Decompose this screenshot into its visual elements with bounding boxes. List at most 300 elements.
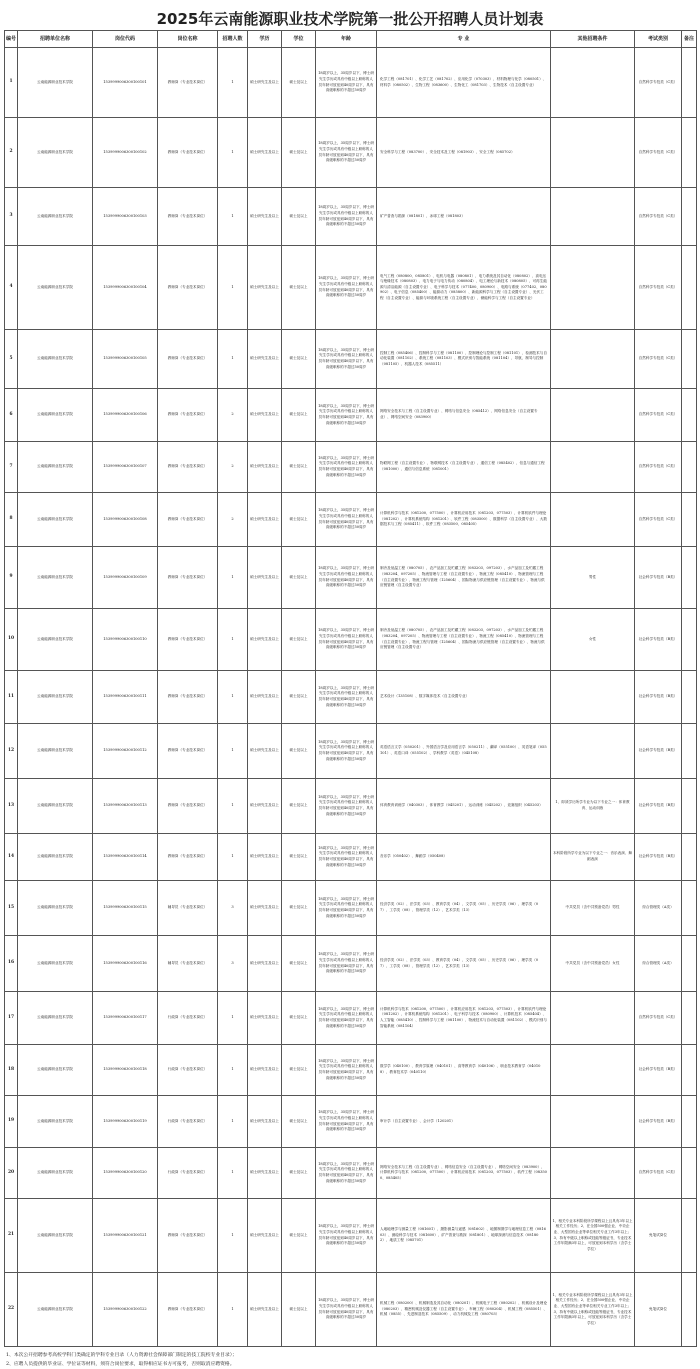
- cell-code: 1539999006300100103: [93, 188, 158, 246]
- cell-degree: 硕士及以上: [282, 442, 316, 493]
- cell-unit: 云南能源职业技术学院: [18, 493, 93, 547]
- cell-other-conditions: 中共党员（含中共预备党员）女性: [551, 936, 635, 992]
- cell-degree: 硕士及以上: [282, 992, 316, 1045]
- cell-remarks: [682, 609, 697, 671]
- cell-code: 1539999006300100117: [93, 992, 158, 1045]
- cell-other-conditions: [551, 330, 635, 389]
- cell-unit: 云南能源职业技术学院: [18, 1273, 93, 1347]
- cell-other-conditions: [551, 493, 635, 547]
- header-unit: 招聘单位名称: [18, 31, 93, 48]
- cell-education: 硕士研究生及以上: [248, 330, 282, 389]
- cell-exam-type: 自然科学专技类（C类）: [635, 493, 682, 547]
- cell-major: 数学学（040100）、教育学原理（040101）、高等教育学（040106）、职业技术教育学（040108）、教育技术学（040110）: [377, 1045, 551, 1096]
- cell-major: 控制工程（085406）、控制科学与工程（081100）、控制理论与控制工程（081101）、检测技术与自动化装置（081102）、系统工程（081103）、模式识别与智能系统（081104）、导航、制导与控制（081105）、机器人技术（085511）: [377, 330, 551, 389]
- cell-code: 1539999006300100120: [93, 1148, 158, 1199]
- recruitment-table-wrapper: [4, 30, 696, 1369]
- cell-code: 1539999006300100104: [93, 246, 158, 330]
- cell-education: 硕士研究生及以上: [248, 779, 282, 834]
- cell-seq: 22: [5, 1273, 18, 1347]
- cell-other-conditions: 本科阶段所学专业为以下专业之一：音乐表演、舞蹈表演: [551, 834, 635, 881]
- cell-unit: 云南能源职业技术学院: [18, 188, 93, 246]
- cell-count: 1: [218, 1148, 248, 1199]
- cell-remarks: [682, 330, 697, 389]
- cell-education: 硕士研究生及以上: [248, 1199, 282, 1273]
- cell-position: 教师岗（专业技术岗位）: [158, 671, 218, 724]
- cell-education: 硕士研究生及以上: [248, 547, 282, 609]
- cell-age: 18周岁以上，35周岁以下，博士研究生学历或具有中级以上职称的人员年龄可放宽到40周岁以下，具有高级职称的不超过50周岁: [316, 48, 377, 118]
- cell-seq: 21: [5, 1199, 18, 1273]
- cell-count: 1: [218, 992, 248, 1045]
- cell-education: 硕士研究生及以上: [248, 389, 282, 442]
- cell-education: 硕士研究生及以上: [248, 724, 282, 779]
- cell-age: 18周岁以上，35周岁以下，博士研究生学历或具有中级以上职称的人员年龄可放宽到40周岁以下，具有高级职称的不超过50周岁: [316, 1273, 377, 1347]
- cell-degree: 硕士及以上: [282, 936, 316, 992]
- cell-unit: 云南能源职业技术学院: [18, 671, 93, 724]
- cell-seq: 2: [5, 118, 18, 188]
- cell-major: 计算机科学与技术（081200、077500）、计算机应用技术（081203、077503）、计算机软件与理论（081202）、计算机系统结构（081201）、电子科学与技术（080900）、计算机技术（085404）、人工智能（085410）、控制科学与工程（081100）、物流技术与自动化装置（081102）、模式识别与智能系统（081104）: [377, 992, 551, 1045]
- cell-other-conditions: [551, 118, 635, 188]
- cell-exam-type: 自然科学专技类（C类）: [635, 442, 682, 493]
- cell-exam-type: 社会科学专技类（B类）: [635, 1045, 682, 1096]
- cell-seq: 6: [5, 389, 18, 442]
- cell-seq: 19: [5, 1096, 18, 1148]
- cell-other-conditions: [551, 442, 635, 493]
- cell-position: 教师岗（专业技术岗位）: [158, 389, 218, 442]
- cell-position: 教师岗（专业技术岗位）: [158, 779, 218, 834]
- cell-other-conditions: [551, 389, 635, 442]
- cell-education: 硕士研究生及以上: [248, 1045, 282, 1096]
- cell-major: 英语语言文学（050201）、外国语言学及应用语言学（050211）、翻译（055100）、英语笔译（055101）、英语口译（055102）、学科教学（英语）（045108）: [377, 724, 551, 779]
- cell-other-conditions: [551, 246, 635, 330]
- table-row: [5, 671, 697, 724]
- cell-education: 硕士研究生及以上: [248, 493, 282, 547]
- cell-position: 教师岗（专业技术岗位）: [158, 1199, 218, 1273]
- cell-degree: 硕士及以上: [282, 779, 316, 834]
- cell-age: 18周岁以上，35周岁以下，博士研究生学历或具有中级以上职称的人员年龄可放宽到40周岁以下，具有高级职称的不超过50周岁: [316, 493, 377, 547]
- cell-other-conditions: [551, 1148, 635, 1199]
- table-row: [5, 118, 697, 188]
- cell-code: 1539999006300100111: [93, 671, 158, 724]
- cell-code: 1539999006300100122: [93, 1273, 158, 1347]
- table-row: [5, 188, 697, 246]
- cell-position: 辅导员（专业技术岗位）: [158, 936, 218, 992]
- cell-code: 1539999006300100109: [93, 547, 158, 609]
- cell-major: 音乐学（050402）、舞蹈学（050408）: [377, 834, 551, 881]
- cell-exam-type: 自然科学专技类（C类）: [635, 118, 682, 188]
- cell-remarks: [682, 1148, 697, 1199]
- cell-major: 网络安全技术与工程（自主设置专业）、网络与信息安全（085412）、网络信息安全（自主设置专业）、网络空间安全（083900）: [377, 389, 551, 442]
- cell-unit: 云南能源职业技术学院: [18, 936, 93, 992]
- header-other-conditions: 其他招聘条件: [551, 31, 635, 48]
- cell-code: 1539999006300100119: [93, 1096, 158, 1148]
- cell-exam-type: 综合管理类（A类）: [635, 936, 682, 992]
- cell-remarks: [682, 442, 697, 493]
- cell-count: 1: [218, 547, 248, 609]
- cell-other-conditions: 1、相关专业本科阶段所学课程以上且具有3年以上相关工作经历；2、在全国500强企业、中央企业、大型国有企业等单位相关专业工作3年以上；3、持有中级以上职称或技能等级证书，专业技术工作年限满3年以上，可放宽到本科学历（含学士学位）: [551, 1273, 635, 1347]
- cell-education: 硕士研究生及以上: [248, 1096, 282, 1148]
- cell-code: 1539999006300100114: [93, 834, 158, 881]
- cell-age: 18周岁以上，35周岁以下，博士研究生学历或具有中级以上职称的人员年龄可放宽到40周岁以下，具有高级职称的不超过50周岁: [316, 936, 377, 992]
- cell-unit: 云南能源职业技术学院: [18, 1045, 93, 1096]
- cell-code: 1539999006300100108: [93, 493, 158, 547]
- cell-other-conditions: 1、相关专业本科阶段所学课程以上且具有3年以上相关工作经历；2、在全国500强企业、中央企业、大型国有企业等单位相关专业工作3年以上；3、持有中级以上职称或技能等级证书，专业技术工作年限满3年以上，可放宽到本科学历（含学士学位）: [551, 1199, 635, 1273]
- cell-unit: 云南能源职业技术学院: [18, 881, 93, 936]
- table-row: [5, 779, 697, 834]
- cell-unit: 云南能源职业技术学院: [18, 1199, 93, 1273]
- cell-position: 行政岗（专业技术岗位）: [158, 992, 218, 1045]
- cell-major: 化学工程（081701）、化学工艺（081702）、应用化学（070303）、材料物理与化学（080501）、材料学（080502）、生物工程（083600）、生物化工（081703）、生物技术（自主设置专业）: [377, 48, 551, 118]
- cell-other-conditions: [551, 671, 635, 724]
- cell-other-conditions: 1、即须学历所学专业为以下专业之一：体育教育、运动训练: [551, 779, 635, 834]
- cell-count: 1: [218, 671, 248, 724]
- cell-education: 硕士研究生及以上: [248, 1148, 282, 1199]
- cell-age: 18周岁以上，35周岁以下，博士研究生学历或具有中级以上职称的人员年龄可放宽到40周岁以下，具有高级职称的不超过50周岁: [316, 992, 377, 1045]
- cell-other-conditions: 女性: [551, 609, 635, 671]
- table-row: [5, 881, 697, 936]
- cell-exam-type: 社会科学专技类（B类）: [635, 724, 682, 779]
- cell-major: 计算机科学与技术（081200、077500）、计算机应用技术（081203、077503）、计算机软件与理论（081202）、计算机系统结构（081201）、软件工程（083500）、数据科学（自主设置专业）、大数据技术与工程（085411）、软件工程（083500、085405）: [377, 493, 551, 547]
- cell-unit: 云南能源职业技术学院: [18, 118, 93, 188]
- cell-major: 体育教育训练学（040303）、体育教学（045201）、运动训练（045202）、竞赛组织（045203）: [377, 779, 551, 834]
- cell-remarks: [682, 1273, 697, 1347]
- notes: [4, 1352, 696, 1369]
- cell-education: 硕士研究生及以上: [248, 671, 282, 724]
- cell-degree: 硕士及以上: [282, 246, 316, 330]
- table-row: [5, 724, 697, 779]
- cell-other-conditions: [551, 724, 635, 779]
- cell-count: 1: [218, 118, 248, 188]
- cell-exam-type: 社会科学专技类（B类）: [635, 779, 682, 834]
- cell-remarks: [682, 1045, 697, 1096]
- cell-position: 教师岗（专业技术岗位）: [158, 188, 218, 246]
- cell-code: 1539999006300100116: [93, 936, 158, 992]
- cell-other-conditions: [551, 188, 635, 246]
- cell-count: 1: [218, 1096, 248, 1148]
- cell-exam-type: 自然科学专技类（C类）: [635, 992, 682, 1045]
- cell-degree: 硕士及以上: [282, 48, 316, 118]
- cell-position: 教师岗（专业技术岗位）: [158, 609, 218, 671]
- cell-seq: 16: [5, 936, 18, 992]
- cell-major: 制冷及低温工程（080705）、农产品加工及贮藏工程（083203、097203）、水产品加工及贮藏工程（083204、097205）、物流管理与工程（自主设置专业）、物流工程（085410）、物流管理与工程（自主设置专业）、物流工程与管理（125604）、国际物流与供应链管理（自主设置专业）、物流与供应链管理（自主设置专业）: [377, 609, 551, 671]
- cell-major: 审计学（自主设置专业）、会计学（120201）: [377, 1096, 551, 1148]
- cell-count: 2: [218, 389, 248, 442]
- cell-count: 1: [218, 246, 248, 330]
- table-row: [5, 1199, 697, 1273]
- cell-seq: 9: [5, 547, 18, 609]
- cell-code: 1539999006300100113: [93, 779, 158, 834]
- cell-exam-type: 社会科学专技类（B类）: [635, 834, 682, 881]
- cell-count: 1: [218, 834, 248, 881]
- cell-exam-type: 社会科学专技类（B类）: [635, 1096, 682, 1148]
- cell-remarks: [682, 493, 697, 547]
- cell-major: 艺术设计（135108）、数字媒体技术（自主设置专业）: [377, 671, 551, 724]
- table-body: [5, 48, 697, 1347]
- cell-remarks: [682, 834, 697, 881]
- cell-education: 硕士研究生及以上: [248, 246, 282, 330]
- cell-other-conditions: 男性: [551, 547, 635, 609]
- header-seq: 编号: [5, 31, 18, 48]
- table-row: [5, 609, 697, 671]
- cell-degree: 硕士及以上: [282, 547, 316, 609]
- cell-major: 矿产普查与勘探（081801）、冰球工程（081803）: [377, 188, 551, 246]
- table-row: [5, 936, 697, 992]
- cell-other-conditions: [551, 1096, 635, 1148]
- cell-seq: 8: [5, 493, 18, 547]
- cell-position: 教师岗（专业技术岗位）: [158, 48, 218, 118]
- cell-position: 教师岗（专业技术岗位）: [158, 246, 218, 330]
- cell-major: 物联网工程（自主设置专业）、物联网技术（自主设置专业）、通信工程（085402）、信息与通信工程（081000）、通信与信息系统（081001）: [377, 442, 551, 493]
- cell-degree: 硕士及以上: [282, 493, 316, 547]
- cell-age: 18周岁以上，35周岁以下，博士研究生学历或具有中级以上职称的人员年龄可放宽到40周岁以下，具有高级职称的不超过50周岁: [316, 834, 377, 881]
- cell-major: 电气工程（080800、085801）、电机与电器（080801）、电力系统及其自动化（080802）、高电压与绝缘技术（080803）、电力电子与电力传动（080804）、电工理论与新技术（080805）、可再生能源与清洁能源（自主设置专业）、电子科学与技术（077400、080900）、电路与系统（077402、080902）、电子信息（085400）、能源动力（085800）、新能源科学与工程（自主设置专业）、光伏工程（自主设置专业）、能源与环境系统工程（自主设置专业）、储能科学与工程（自主设置专业）: [377, 246, 551, 330]
- header-education: 学历: [248, 31, 282, 48]
- cell-seq: 5: [5, 330, 18, 389]
- cell-position: 教师岗（专业技术岗位）: [158, 493, 218, 547]
- cell-age: 18周岁以上，35周岁以下，博士研究生学历或具有中级以上职称的人员年龄可放宽到40周岁以下，具有高级职称的不超过50周岁: [316, 1096, 377, 1148]
- cell-education: 硕士研究生及以上: [248, 188, 282, 246]
- cell-seq: 4: [5, 246, 18, 330]
- header-degree: 学位: [282, 31, 316, 48]
- cell-age: 18周岁以上，35周岁以下，博士研究生学历或具有中级以上职称的人员年龄可放宽到40周岁以下，具有高级职称的不超过50周岁: [316, 1199, 377, 1273]
- cell-unit: 云南能源职业技术学院: [18, 48, 93, 118]
- cell-count: 1: [218, 1273, 248, 1347]
- cell-age: 18周岁以上，35周岁以下，博士研究生学历或具有中级以上职称的人员年龄可放宽到40周岁以下，具有高级职称的不超过50周岁: [316, 779, 377, 834]
- cell-code: 1539999006300100121: [93, 1199, 158, 1273]
- cell-code: 1539999006300100102: [93, 118, 158, 188]
- cell-other-conditions: [551, 48, 635, 118]
- cell-exam-type: 自然科学专技类（C类）: [635, 188, 682, 246]
- cell-seq: 3: [5, 188, 18, 246]
- table-row: [5, 389, 697, 442]
- cell-position: 教师岗（专业技术岗位）: [158, 1273, 218, 1347]
- cell-degree: 硕士及以上: [282, 188, 316, 246]
- cell-other-conditions: 中共党员（含中共预备党员）男性: [551, 881, 635, 936]
- cell-position: 教师岗（专业技术岗位）: [158, 834, 218, 881]
- table-row: [5, 1273, 697, 1347]
- cell-seq: 12: [5, 724, 18, 779]
- cell-seq: 18: [5, 1045, 18, 1096]
- cell-degree: 硕士及以上: [282, 1273, 316, 1347]
- cell-count: 3: [218, 881, 248, 936]
- cell-seq: 7: [5, 442, 18, 493]
- cell-exam-type: 社会科学专技类（B类）: [635, 547, 682, 609]
- cell-count: 1: [218, 330, 248, 389]
- cell-education: 硕士研究生及以上: [248, 881, 282, 936]
- table-row: [5, 1148, 697, 1199]
- cell-remarks: [682, 118, 697, 188]
- cell-degree: 硕士及以上: [282, 1148, 316, 1199]
- cell-degree: 硕士及以上: [282, 118, 316, 188]
- cell-exam-type: 免笔试岗位: [635, 1273, 682, 1347]
- cell-unit: 云南能源职业技术学院: [18, 779, 93, 834]
- cell-degree: 硕士及以上: [282, 1096, 316, 1148]
- cell-education: 硕士研究生及以上: [248, 118, 282, 188]
- cell-exam-type: 综合管理类（A类）: [635, 881, 682, 936]
- cell-remarks: [682, 724, 697, 779]
- header-exam-type: 考试类别: [635, 31, 682, 48]
- cell-degree: 硕士及以上: [282, 834, 316, 881]
- cell-age: 18周岁以上，35周岁以下，博士研究生学历或具有中级以上职称的人员年龄可放宽到40周岁以下，具有高级职称的不超过50周岁: [316, 881, 377, 936]
- cell-remarks: [682, 881, 697, 936]
- cell-code: 1539999006300100112: [93, 724, 158, 779]
- cell-age: 18周岁以上，35周岁以下，博士研究生学历或具有中级以上职称的人员年龄可放宽到40周岁以下，具有高级职称的不超过50周岁: [316, 671, 377, 724]
- cell-unit: 云南能源职业技术学院: [18, 389, 93, 442]
- cell-count: 1: [218, 609, 248, 671]
- cell-age: 18周岁以上，35周岁以下，博士研究生学历或具有中级以上职称的人员年龄可放宽到40周岁以下，具有高级职称的不超过50周岁: [316, 188, 377, 246]
- cell-seq: 15: [5, 881, 18, 936]
- table-row: [5, 48, 697, 118]
- table-row: [5, 834, 697, 881]
- cell-degree: 硕士及以上: [282, 609, 316, 671]
- cell-position: 行政岗（专业技术岗位）: [158, 1045, 218, 1096]
- cell-seq: 13: [5, 779, 18, 834]
- cell-age: 18周岁以上，35周岁以下，博士研究生学历或具有中级以上职称的人员年龄可放宽到40周岁以下，具有高级职称的不超过50周岁: [316, 724, 377, 779]
- cell-remarks: [682, 246, 697, 330]
- cell-education: 硕士研究生及以上: [248, 834, 282, 881]
- cell-position: 辅导员（专业技术岗位）: [158, 881, 218, 936]
- table-header-row: [5, 31, 697, 48]
- cell-exam-type: 自然科学专技类（C类）: [635, 389, 682, 442]
- cell-exam-type: 自然科学专技类（C类）: [635, 1148, 682, 1199]
- cell-unit: 云南能源职业技术学院: [18, 834, 93, 881]
- cell-age: 18周岁以上，35周岁以下，博士研究生学历或具有中级以上职称的人员年龄可放宽到40周岁以下，具有高级职称的不超过50周岁: [316, 1148, 377, 1199]
- cell-exam-type: 社会科学专技类（B类）: [635, 671, 682, 724]
- cell-position: 行政岗（专业技术岗位）: [158, 1096, 218, 1148]
- cell-remarks: [682, 389, 697, 442]
- cell-code: 1539999006300100105: [93, 330, 158, 389]
- table-row: [5, 246, 697, 330]
- cell-other-conditions: [551, 992, 635, 1045]
- cell-unit: 云南能源职业技术学院: [18, 246, 93, 330]
- cell-seq: 11: [5, 671, 18, 724]
- header-position: 岗位名称: [158, 31, 218, 48]
- cell-seq: 14: [5, 834, 18, 881]
- cell-remarks: [682, 48, 697, 118]
- cell-remarks: [682, 1096, 697, 1148]
- cell-unit: 云南能源职业技术学院: [18, 609, 93, 671]
- note-line: 1、本次公开招聘参考高校学科门类确定的学科专业目录（人力资源社会保障部门制定的技工院校专业目录）；: [6, 1353, 237, 1358]
- cell-unit: 云南能源职业技术学院: [18, 547, 93, 609]
- header-remarks: 备注: [682, 31, 697, 48]
- cell-unit: 云南能源职业技术学院: [18, 330, 93, 389]
- header-code: 岗位代码: [93, 31, 158, 48]
- cell-seq: 17: [5, 992, 18, 1045]
- header-major: 专 业: [377, 31, 551, 48]
- cell-position: 教师岗（专业技术岗位）: [158, 547, 218, 609]
- cell-seq: 1: [5, 48, 18, 118]
- table-row: [5, 330, 697, 389]
- cell-remarks: [682, 188, 697, 246]
- cell-age: 18周岁以上，35周岁以下，博士研究生学历或具有中级以上职称的人员年龄可放宽到40周岁以下，具有高级职称的不超过50周岁: [316, 246, 377, 330]
- cell-code: 1539999006300100106: [93, 389, 158, 442]
- cell-count: 1: [218, 1045, 248, 1096]
- table-row: [5, 992, 697, 1045]
- cell-code: 1539999006300100101: [93, 48, 158, 118]
- cell-position: 教师岗（专业技术岗位）: [158, 118, 218, 188]
- cell-education: 硕士研究生及以上: [248, 992, 282, 1045]
- cell-education: 硕士研究生及以上: [248, 442, 282, 493]
- cell-code: 1539999006300100107: [93, 442, 158, 493]
- cell-education: 硕士研究生及以上: [248, 48, 282, 118]
- cell-degree: 硕士及以上: [282, 1199, 316, 1273]
- cell-age: 18周岁以上，35周岁以下，博士研究生学历或具有中级以上职称的人员年龄可放宽到40周岁以下，具有高级职称的不超过50周岁: [316, 118, 377, 188]
- cell-degree: 硕士及以上: [282, 671, 316, 724]
- cell-major: 安全科学与工程（083700）、安全技术及工程（081903）、安全工程（085702）: [377, 118, 551, 188]
- cell-age: 18周岁以上，35周岁以下，博士研究生学历或具有中级以上职称的人员年龄可放宽到40周岁以下，具有高级职称的不超过50周岁: [316, 1045, 377, 1096]
- cell-seq: 20: [5, 1148, 18, 1199]
- cell-remarks: [682, 547, 697, 609]
- cell-count: 1: [218, 48, 248, 118]
- cell-degree: 硕士及以上: [282, 389, 316, 442]
- cell-unit: 云南能源职业技术学院: [18, 1096, 93, 1148]
- cell-education: 硕士研究生及以上: [248, 609, 282, 671]
- page-title: 2025年云南能源职业技术学院第一批公开招聘人员计划表: [156, 10, 544, 28]
- cell-major: 经济学类（02）、法学类（03）、教育学类（04）、文学类（05）、历史学类（06）、理学类（07）、工学类（08）、管理学类（12）、艺术学类（13）: [377, 881, 551, 936]
- cell-code: 1539999006300100115: [93, 881, 158, 936]
- cell-unit: 云南能源职业技术学院: [18, 1148, 93, 1199]
- header-age: 年龄: [316, 31, 377, 48]
- cell-degree: 硕士及以上: [282, 1045, 316, 1096]
- cell-age: 18周岁以上，35周岁以下，博士研究生学历或具有中级以上职称的人员年龄可放宽到40周岁以下，具有高级职称的不超过50周岁: [316, 330, 377, 389]
- cell-exam-type: 自然科学专技类（C类）: [635, 48, 682, 118]
- cell-position: 教师岗（专业技术岗位）: [158, 442, 218, 493]
- cell-remarks: [682, 936, 697, 992]
- cell-unit: 云南能源职业技术学院: [18, 992, 93, 1045]
- cell-exam-type: 自然科学专技类（C类）: [635, 246, 682, 330]
- note-line: 2、应聘人员提供的毕业证、学位证等材料，须符合岗位要求，取得相应证书方可报考，否则取消应聘资格。: [6, 1361, 235, 1367]
- cell-age: 18周岁以上，35周岁以下，博士研究生学历或具有中级以上职称的人员年龄可放宽到40周岁以下，具有高级职称的不超过50周岁: [316, 609, 377, 671]
- cell-age: 18周岁以上，35周岁以下，博士研究生学历或具有中级以上职称的人员年龄可放宽到40周岁以下，具有高级职称的不超过50周岁: [316, 547, 377, 609]
- cell-exam-type: 免笔试岗位: [635, 1199, 682, 1273]
- table-row: [5, 1045, 697, 1096]
- cell-degree: 硕士及以上: [282, 330, 316, 389]
- cell-position: 行政岗（专业技术岗位）: [158, 1148, 218, 1199]
- cell-education: 硕士研究生及以上: [248, 936, 282, 992]
- cell-major: 网络安全技术与工程（自主设置专业）、网络信息安全（自主设置专业）、网络空间安全（083900）、计算机科学与技术（081200、077500）、计算机应用技术（081203、077503）、软件工程（083500、085405）: [377, 1148, 551, 1199]
- cell-remarks: [682, 1199, 697, 1273]
- cell-unit: 云南能源职业技术学院: [18, 724, 93, 779]
- cell-count: 3: [218, 936, 248, 992]
- header-count: 招聘人数: [218, 31, 248, 48]
- cell-remarks: [682, 779, 697, 834]
- cell-position: 教师岗（专业技术岗位）: [158, 724, 218, 779]
- table-row: [5, 1096, 697, 1148]
- cell-count: 1: [218, 1199, 248, 1273]
- cell-age: 18周岁以上，35周岁以下，博士研究生学历或具有中级以上职称的人员年龄可放宽到40周岁以下，具有高级职称的不超过50周岁: [316, 442, 377, 493]
- cell-education: 硕士研究生及以上: [248, 1273, 282, 1347]
- table-row: [5, 442, 697, 493]
- cell-code: 1539999006300100118: [93, 1045, 158, 1096]
- cell-other-conditions: [551, 1045, 635, 1096]
- cell-exam-type: 自然科学专技类（C类）: [635, 330, 682, 389]
- cell-remarks: [682, 992, 697, 1045]
- cell-remarks: [682, 671, 697, 724]
- cell-count: 1: [218, 724, 248, 779]
- cell-age: 18周岁以上，35周岁以下，博士研究生学历或具有中级以上职称的人员年龄可放宽到40周岁以下，具有高级职称的不超过50周岁: [316, 389, 377, 442]
- cell-major: 制冷及低温工程（080705）、农产品加工及贮藏工程（083203、097203）、水产品加工及贮藏工程（083204、097205）、物流管理与工程（自主设置专业）、物流工程（085410）、物流管理与工程（自主设置专业）、物流工程与管理（125604）、国际物流与供应链管理（自主设置专业）、物流与供应链管理（自主设置专业）: [377, 547, 551, 609]
- cell-count: 2: [218, 493, 248, 547]
- cell-major: 人地地理学与测量工程（081601）、摄影测量与遥感（081602）、地图制图学与地理信息工程（081603）、测绘科学与技术（081600）、矿产普查与勘探（081801）、地球探测与信息技术（081802）、地质工程（085701）: [377, 1199, 551, 1273]
- table-row: [5, 493, 697, 547]
- cell-count: 1: [218, 779, 248, 834]
- cell-code: 1539999006300100110: [93, 609, 158, 671]
- cell-unit: 云南能源职业技术学院: [18, 442, 93, 493]
- cell-position: 教师岗（专业技术岗位）: [158, 330, 218, 389]
- cell-major: 机械工程（080200）、机械制造及其自动化（080201）、机械电子工程（080202）、机械设计及理论（080203）、精密机械及仪器工程（自主设置专业）、车辆工程（080204）、机械工程（085501）、机械（0855）、先进制造技术（085509）、动力机械及工程（080703）: [377, 1273, 551, 1347]
- cell-exam-type: 社会科学专技类（B类）: [635, 609, 682, 671]
- cell-count: 2: [218, 442, 248, 493]
- table-row: [5, 547, 697, 609]
